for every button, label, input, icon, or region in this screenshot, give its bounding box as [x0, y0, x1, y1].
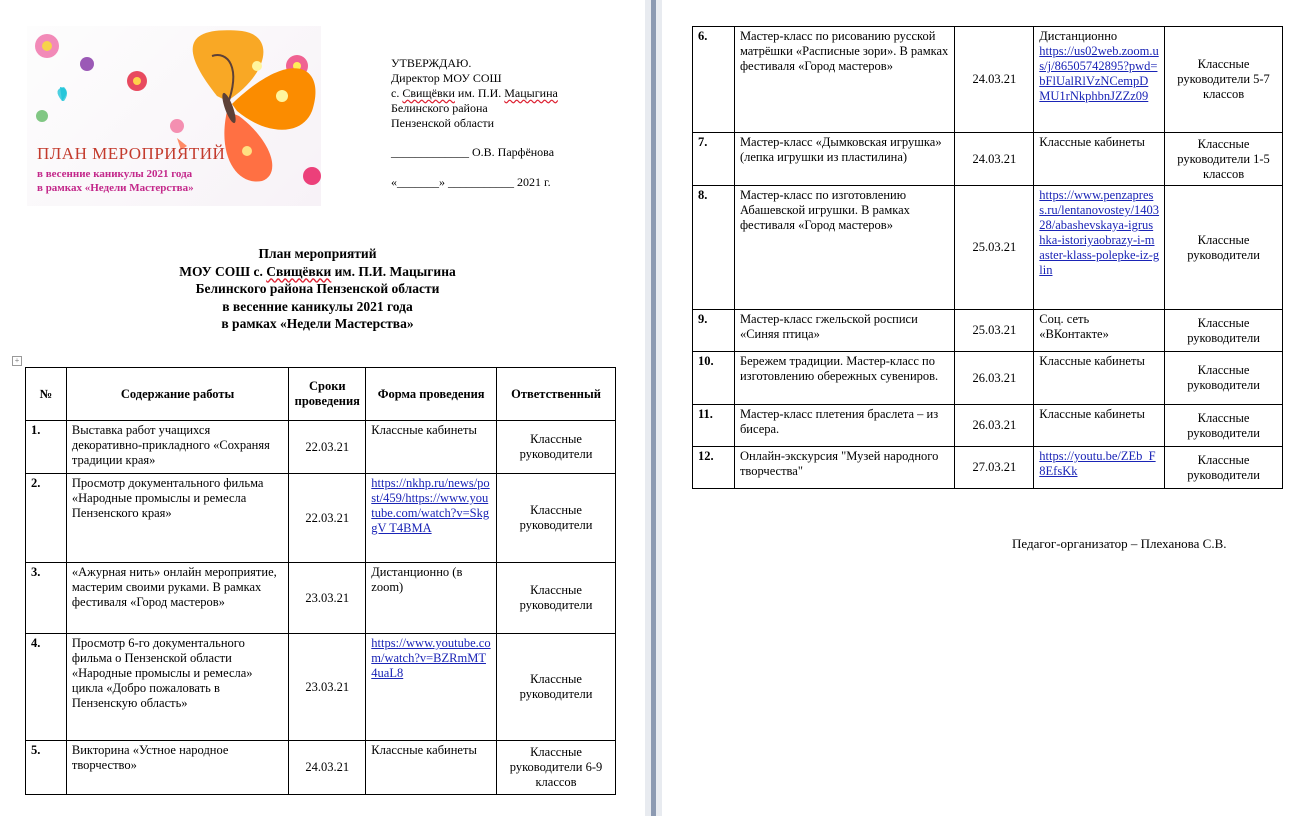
approval-line-3: с. Свищёвки им. П.И. Мацыгина [391, 86, 558, 100]
poster-subtitle-1: в весенние каникулы 2021 года [37, 168, 193, 180]
approval-line-5: Пензенской области [391, 116, 494, 130]
row-resp: Классные руководители 6-9 классов [497, 741, 616, 795]
row-content: Викторина «Устное народное творчество» [66, 741, 288, 795]
header-num: № [26, 368, 67, 421]
header-form: Форма проведения [366, 368, 497, 421]
heading-line-3: Белинского района Пензенской области [195, 281, 440, 296]
row-date: 22.03.21 [289, 421, 366, 474]
document-heading [10, 245, 625, 333]
approval-block [391, 56, 558, 190]
row-content: Мастер-класс по изготовлению Абашевской игрушки. В рамках фестиваля «Город мастеров» [734, 186, 954, 310]
page-right [662, 0, 1290, 816]
row-form [1034, 447, 1165, 489]
approval-signature: _____________ О.В. Парфёнова [391, 145, 555, 159]
row-form [1034, 27, 1165, 133]
row-resp: Классные руководители 1-5 классов [1165, 133, 1283, 186]
table-row [693, 447, 1283, 489]
table-header-row [26, 368, 616, 421]
heading-line-2: МОУ СОШ с. Свищёвки им. П.И. Мацыгина [179, 263, 456, 279]
row-resp: Классные руководители [1165, 447, 1283, 489]
row-form [1034, 186, 1165, 310]
table-row [693, 310, 1283, 352]
row-date: 23.03.21 [289, 634, 366, 741]
heading-line-5: в рамках «Недели Мастерства» [221, 316, 414, 331]
events-table-part-1 [25, 367, 616, 795]
table-anchor-icon[interactable]: + [12, 356, 22, 366]
poster-title: ПЛАН МЕРОПРИЯТИЙ [37, 144, 226, 163]
row-form: Классные кабинеты [1034, 133, 1165, 186]
row-form [366, 474, 497, 563]
row-form [366, 634, 497, 741]
signoff: Педагог-организатор – Плеханова С.В. [1012, 536, 1227, 551]
row-form-text: Дистанционно [1039, 29, 1118, 43]
row-num: 2. [26, 474, 67, 563]
row-form: Классные кабинеты [366, 741, 497, 795]
row-link[interactable]: https://nkhp.ru/news/post/459/https://www.youtube.com/watch?v=SkggV T4BMA [371, 476, 490, 535]
row-content: Онлайн-экскурсия "Музей народного творчества" [734, 447, 954, 489]
header-dates: Сроки проведения [289, 368, 366, 421]
table-row [26, 563, 616, 634]
row-resp: Классные руководители [497, 563, 616, 634]
poster-subtitle-2: в рамках «Недели Мастерства» [37, 182, 194, 194]
approval-line-1: УТВЕРЖДАЮ. [391, 56, 472, 70]
row-content: «Ажурная нить» онлайн мероприятие, мастерим своими руками. В рамках фестиваля «Город мастеров» [66, 563, 288, 634]
row-content: Просмотр документального фильма «Народные промыслы и ремесла Пензенского края» [66, 474, 288, 563]
row-resp: Классные руководители [1165, 186, 1283, 310]
row-resp: Классные руководители [1165, 352, 1283, 405]
approval-line-4: Белинского района [391, 101, 488, 115]
row-form: Классные кабинеты [366, 421, 497, 474]
row-date: 24.03.21 [955, 133, 1034, 186]
row-date: 25.03.21 [955, 310, 1034, 352]
header-resp: Ответственный [497, 368, 616, 421]
row-date: 22.03.21 [289, 474, 366, 563]
row-content: Мастер-класс плетения браслета – из бисера. [734, 405, 954, 447]
row-form: Дистанционно (в zoom) [366, 563, 497, 634]
row-num: 9. [693, 310, 735, 352]
row-date: 26.03.21 [955, 405, 1034, 447]
table-row [26, 474, 616, 563]
row-num: 3. [26, 563, 67, 634]
page-gutter [645, 0, 662, 816]
events-table-part-2 [692, 26, 1283, 489]
row-form: Классные кабинеты [1034, 352, 1165, 405]
table-row [693, 27, 1283, 133]
approval-line-2: Директор МОУ СОШ [391, 71, 502, 85]
row-num: 12. [693, 447, 735, 489]
row-link[interactable]: https://www.penzapress.ru/lentanovostey/140328/abashevskaya-igrushka-istoriyaobrazy-i-master-klass-polepke-iz-glin [1039, 188, 1160, 277]
row-content: Мастер-класс «Дымковская игрушка» (лепка игрушки из пластилина) [734, 133, 954, 186]
heading-line-1: План мероприятий [258, 246, 377, 261]
row-date: 25.03.21 [955, 186, 1034, 310]
row-num: 1. [26, 421, 67, 474]
row-resp: Классные руководители [1165, 405, 1283, 447]
table-row [693, 133, 1283, 186]
row-content: Мастер-класс по рисованию русской матрёшки «Расписные зори». В рамках фестиваля «Город мастеров» [734, 27, 954, 133]
table-row [26, 421, 616, 474]
row-date: 24.03.21 [955, 27, 1034, 133]
table-row [26, 634, 616, 741]
row-link[interactable]: https://us02web.zoom.us/j/86505742895?pwd=bFlUalRlVzNCempDMU1rNkphbnJZZz09 [1039, 44, 1159, 103]
row-resp: Классные руководители [497, 474, 616, 563]
row-form: Соц. сеть «ВКонтакте» [1034, 310, 1165, 352]
gutter-bar [651, 0, 656, 816]
row-date: 26.03.21 [955, 352, 1034, 405]
table-row [693, 352, 1283, 405]
row-content: Выставка работ учащихся декоративно-прикладного «Сохраняя традиции края» [66, 421, 288, 474]
row-date: 27.03.21 [955, 447, 1034, 489]
row-num: 7. [693, 133, 735, 186]
row-content: Мастер-класс гжельской росписи «Синяя птица» [734, 310, 954, 352]
row-num: 4. [26, 634, 67, 741]
row-num: 8. [693, 186, 735, 310]
row-num: 11. [693, 405, 735, 447]
row-resp: Классные руководители [1165, 310, 1283, 352]
table-row [693, 405, 1283, 447]
row-resp: Классные руководители [497, 634, 616, 741]
row-date: 23.03.21 [289, 563, 366, 634]
row-num: 10. [693, 352, 735, 405]
table-row [693, 186, 1283, 310]
heading-line-4: в весенние каникулы 2021 года [222, 298, 413, 314]
approval-date: «_______» ___________ 2021 г. [391, 175, 551, 189]
row-form: Классные кабинеты [1034, 405, 1165, 447]
row-link[interactable]: https://www.youtube.com/watch?v=BZRmMT4uaL8 [371, 636, 491, 680]
row-num: 5. [26, 741, 67, 795]
header-content: Содержание работы [66, 368, 288, 421]
poster-image [27, 26, 321, 206]
row-link[interactable]: https://youtu.be/ZEb_F8EfsKk [1039, 449, 1156, 478]
row-resp: Классные руководители 5-7 классов [1165, 27, 1283, 133]
row-date: 24.03.21 [289, 741, 366, 795]
row-num: 6. [693, 27, 735, 133]
row-content: Просмотр 6-го документального фильма о Пензенской области «Народные промыслы и ремесла» цикла «Добро пожаловать в Пензенскую область» [66, 634, 288, 741]
row-content: Бережем традиции. Мастер-класс по изготовлению обережных сувениров. [734, 352, 954, 405]
table-row [26, 741, 616, 795]
row-resp: Классные руководители [497, 421, 616, 474]
